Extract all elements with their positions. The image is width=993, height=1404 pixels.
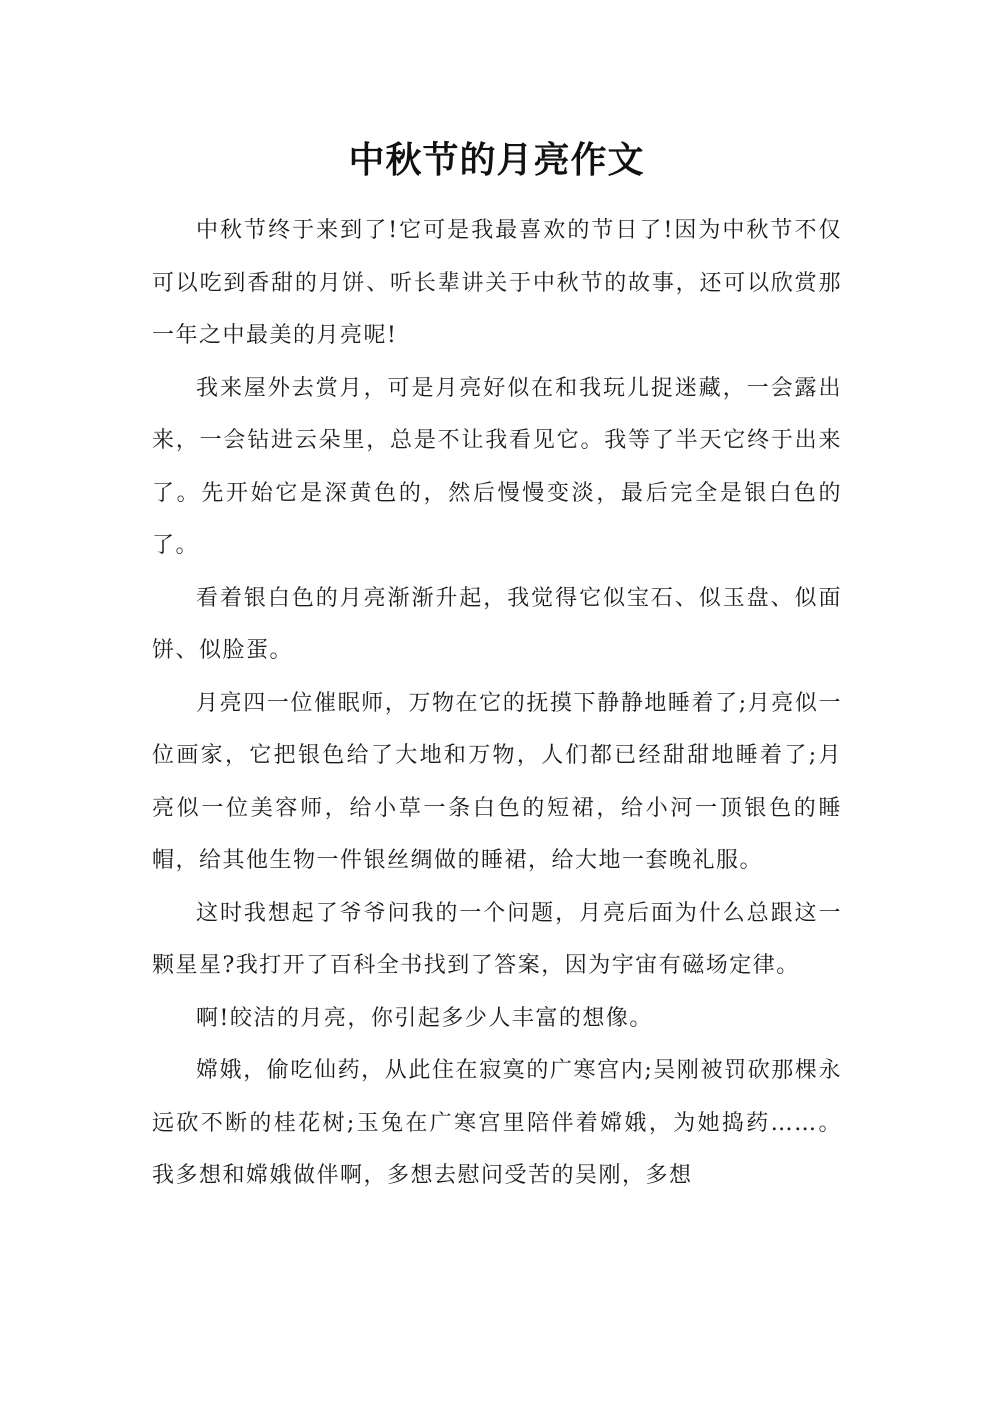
paragraph-2: 我来屋外去赏月，可是月亮好似在和我玩儿捉迷藏，一会露出来，一会钻进云朵里，总是不让我看见它。我等了半天它终于出来了。先开始它是深黄色的，然后慢慢变淡，最后完全是银白色的了。 — [152, 375, 842, 558]
paragraph-4: 月亮四一位催眠师，万物在它的抚摸下静静地睡着了;月亮似一位画家，它把银色给了大地和万物，人们都已经甜甜地睡着了;月亮似一位美容师，给小草一条白色的短裙，给小河一顶银色的睡帽，给其他生物一件银丝绸做的睡裙，给大地一套晚礼服。 — [152, 690, 842, 873]
page-title: 中秋节的月亮作文 — [348, 139, 645, 181]
article-body — [152, 205, 842, 1203]
paragraph-7: 嫦娥，偷吃仙药，从此住在寂寞的广寒宫内;吴刚被罚砍那棵永远砍不断的桂花树;玉兔在广寒宫里陪伴着嫦娥，为她捣药……。我多想和嫦娥做伴啊，多想去慰问受苦的吴刚，多想 — [152, 1058, 842, 1188]
paragraph-6: 啊!皎洁的月亮，你引起多少人丰富的想像。 — [196, 1005, 653, 1031]
paragraph-1: 中秋节终于来到了!它可是我最喜欢的节日了!因为中秋节不仅可以吃到香甜的月饼、听长辈讲关于中秋节的故事，还可以欣赏那一年之中最美的月亮呢! — [152, 218, 842, 348]
paragraph-5: 这时我想起了爷爷问我的一个问题，月亮后面为什么总跟这一颗星星?我打开了百科全书找到了答案，因为宇宙有磁场定律。 — [152, 900, 842, 978]
paragraph-3: 看着银白色的月亮渐渐升起，我觉得它似宝石、似玉盘、似面饼、似脸蛋。 — [152, 585, 842, 663]
